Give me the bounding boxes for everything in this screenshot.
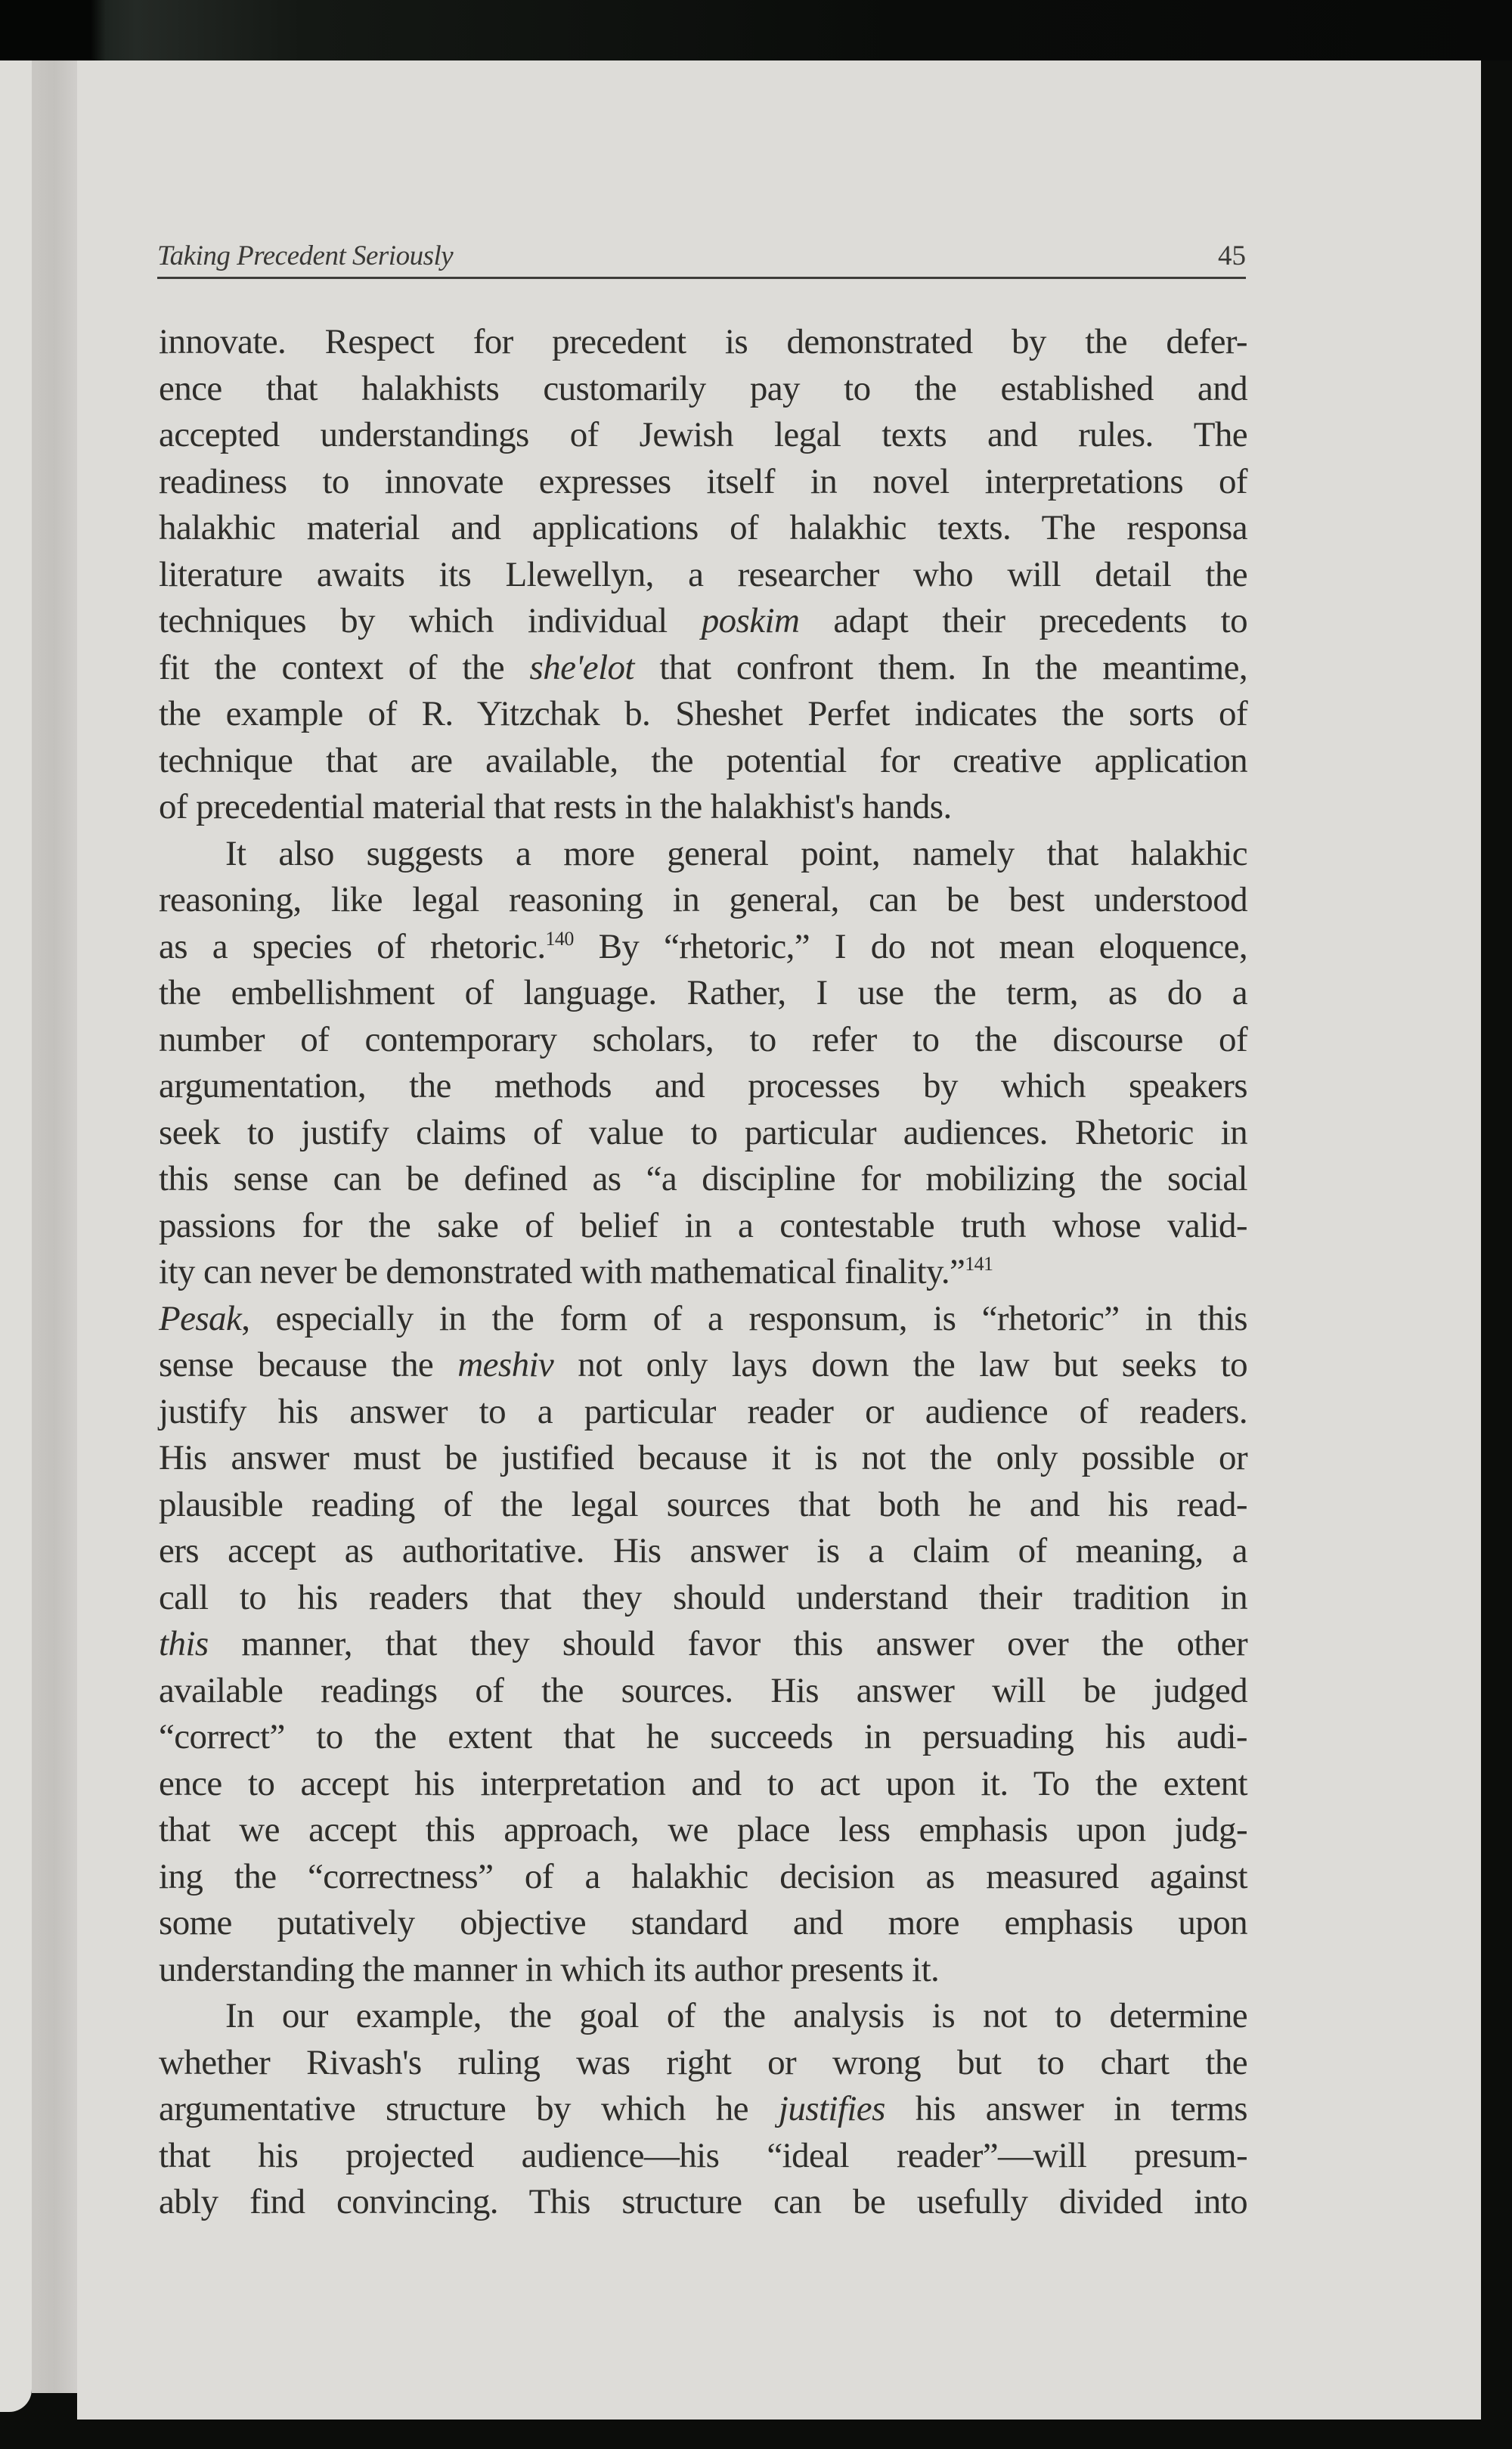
italic-term: justifies — [778, 2089, 885, 2128]
text-line: justify his answer to a particular reader or audience of readers. — [159, 1391, 1247, 1431]
text-line: accepted understandings of Jewish legal texts and rules. The — [159, 415, 1247, 454]
text-line: of precedential material that rests in the halakhist's hands. — [159, 787, 952, 826]
text-line: that we accept this approach, we place less emphasis upon judg- — [159, 1810, 1247, 1849]
text-line: passions for the sake of belief in a contestable truth whose valid- — [159, 1205, 1247, 1245]
text-line: some putatively objective standard and more emphasis upon — [159, 1903, 1247, 1942]
page-gutter-shadow — [32, 60, 77, 2393]
text-line: literature awaits its Llewellyn, a researcher who will detail the — [159, 554, 1247, 594]
text-line: ence that halakhists customarily pay to the established and — [159, 368, 1247, 408]
text-line: seek to justify claims of value to particular audiences. Rhetoric in — [159, 1112, 1247, 1152]
italic-term: poskim — [701, 601, 800, 640]
text-line: sense because the meshiv not only lays down the law but seeks to — [159, 1345, 1248, 1384]
text-line: whether Rivash's ruling was right or wrong but to chart the — [159, 2042, 1247, 2082]
text-line: ing the “correctness” of a halakhic decision as measured against — [159, 1856, 1247, 1896]
text-line: fit the context of the she'elot that confront them. In the meantime, — [159, 647, 1247, 687]
italic-term: Pesak — [159, 1298, 242, 1338]
italic-term: meshiv — [457, 1345, 554, 1384]
text-line: It also suggests a more general point, namely that halakhic — [225, 833, 1247, 873]
text-line: understanding the manner in which its author presents it. — [159, 1949, 940, 1989]
text-line: readiness to innovate expresses itself in novel interpretations of — [159, 461, 1247, 501]
text-line: as a species of rhetoric.$^{140}$ By “rhetoric,” I do not mean eloquence, — [159, 926, 1247, 966]
body-text — [159, 319, 1247, 2226]
text-line: His answer must be justified because it is not the only possible or — [159, 1438, 1247, 1477]
text-line: “correct” to the extent that he succeeds in persuading his audi- — [159, 1717, 1247, 1756]
text-line: ity can never be demonstrated with mathematical finality.”$^{141}$ — [159, 1252, 993, 1291]
text-line: ers accept as authoritative. His answer is a claim of meaning, a — [159, 1531, 1247, 1570]
text-line: available readings of the sources. His answer will be judged — [159, 1670, 1247, 1710]
text-line: argumentative structure by which he justifies his answer in terms — [159, 2089, 1248, 2128]
text-line: technique that are available, the potential for creative application — [159, 740, 1247, 780]
text-line: reasoning, like legal reasoning in general, can be best understood — [159, 880, 1247, 919]
text-line: the example of R. Yitzchak b. Sheshet Perfet indicates the sorts of — [159, 694, 1247, 733]
text-line: In our example, the goal of the analysis is not to determine — [225, 1996, 1247, 2035]
text-line: argumentation, the methods and processes by which speakers — [159, 1066, 1247, 1105]
text-line: halakhic material and applications of halakhic texts. The responsa — [159, 508, 1247, 547]
text-line: ably find convincing. This structure can be usefully divided into — [159, 2182, 1247, 2221]
previous-page-edge — [0, 60, 32, 2412]
text-line: number of contemporary scholars, to refer to the discourse of — [159, 1019, 1247, 1059]
text-line: ence to accept his interpretation and to act upon it. To the extent — [159, 1763, 1247, 1803]
running-head-title: Taking Precedent Seriously — [157, 240, 454, 271]
text-line: Pesak, especially in the form of a responsum, is “rhetoric” in this — [159, 1298, 1247, 1338]
italic-term: she'elot — [529, 647, 634, 687]
text-line: innovate. Respect for precedent is demonstrated by the defer- — [159, 322, 1247, 361]
scan-background-top — [0, 0, 1512, 60]
text-line: call to his readers that they should understand their tradition in — [159, 1577, 1247, 1617]
italic-term: this — [159, 1624, 209, 1663]
text-line: the embellishment of language. Rather, I use the term, as do a — [159, 973, 1247, 1012]
text-line: this sense can be defined as “a discipline for mobilizing the social — [159, 1159, 1247, 1198]
text-line: that his projected audience—his “ideal reader”—will presum- — [159, 2135, 1247, 2175]
text-line: this manner, that they should favor this answer over the other — [159, 1624, 1247, 1663]
running-head — [157, 231, 1246, 279]
text-line: plausible reading of the legal sources that both he and his read- — [159, 1484, 1247, 1524]
page-number: 45 — [1218, 240, 1246, 271]
footnote-ref[interactable]: 141 — [965, 1253, 993, 1275]
text-line: techniques by which individual poskim adapt their precedents to — [159, 601, 1247, 640]
footnote-ref[interactable]: 140 — [545, 927, 574, 950]
